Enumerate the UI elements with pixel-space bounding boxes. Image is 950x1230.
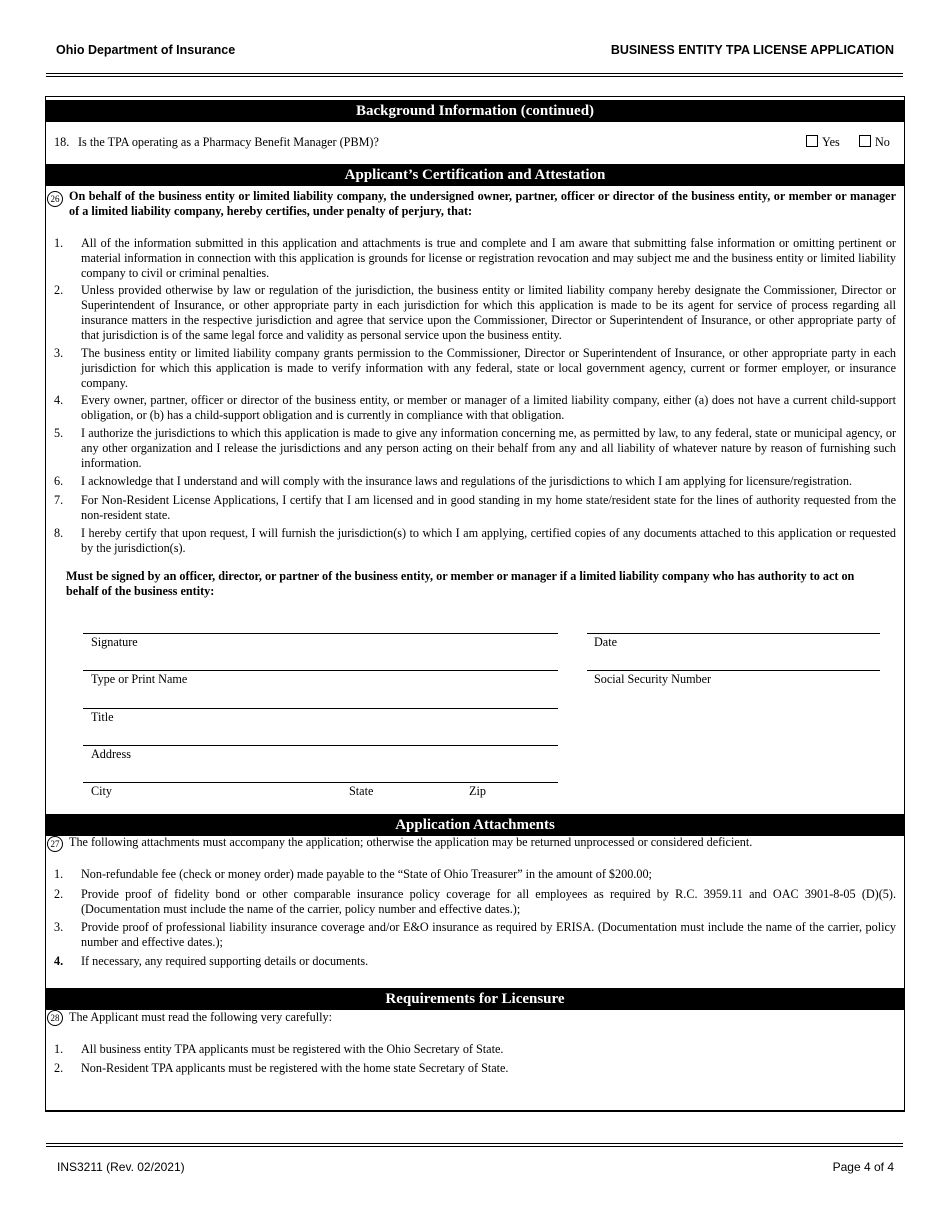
cert-item-number: 8. xyxy=(54,526,64,540)
cert-item-text: I authorize the jurisdictions to which this application is made to give any information concerning me, as permitted by law, to any federal, state or municipal agency, or any other organization and I release the jurisdictions and any person acting on their behalf from any and all liability of whatever nature by reason of furnishing such information. xyxy=(81,426,896,470)
page-number: Page 4 of 4 xyxy=(832,1160,894,1174)
background-heading: Background Information (continued) xyxy=(45,100,905,122)
certification-heading: Applicant’s Certification and Attestation xyxy=(45,164,905,186)
cert-item-text: The business entity or limited liability company grants permission to the Commissioner, Director or Superintendent of Insurance, or other appropriate party in each jurisdiction for which this application is made to verify information with any federal, state or local government agency, current or former employer, or insurance company. xyxy=(81,346,896,390)
cert-item-text: I hereby certify that upon request, I will furnish the jurisdiction(s) to which I am applying, certified copies of any documents attached to this application or requested by the jurisdiction(s). xyxy=(81,526,896,555)
cert-item-number: 7. xyxy=(54,493,64,507)
date-line[interactable] xyxy=(587,633,880,634)
attachment-item-text: If necessary, any required supporting details or documents. xyxy=(81,954,369,968)
cert-item-number: 4. xyxy=(54,393,64,407)
signature-requirement-note: Must be signed by an officer, director, or partner of the business entity, or member or manager if a limited liability company who has authority to act on behalf of the business entity: xyxy=(66,569,855,598)
section-marker-27: 27 xyxy=(47,836,63,852)
section-marker-26: 26 xyxy=(47,191,63,207)
cert-item-number: 2. xyxy=(54,283,64,297)
requirements-intro: The Applicant must read the following very carefully: xyxy=(69,1010,332,1024)
cert-item-number: 1. xyxy=(54,236,64,250)
print-name-label: Type or Print Name xyxy=(91,672,188,686)
cert-item-text: All of the information submitted in this application and attachments is true and complete and I am aware that submitting false information or omitting pertinent or material information in connection with this application is grounds for license or registration revocation and may subject me and the business entity or limited liability company to civil or criminal penalties. xyxy=(81,236,896,280)
q18-number: 18. xyxy=(54,135,70,149)
footer-rule-top xyxy=(46,1143,903,1144)
cert-item-text: I acknowledge that I understand and will comply with the insurance laws and regulations of the jurisdictions to which I am applying for licensure/registration. xyxy=(81,474,852,488)
date-label: Date xyxy=(594,635,618,649)
cert-item-number: 6. xyxy=(54,474,64,488)
address-line[interactable] xyxy=(83,745,558,746)
form-number: INS3211 (Rev. 02/2021) xyxy=(57,1160,185,1174)
title-line[interactable] xyxy=(83,708,558,709)
requirement-item-number: 2. xyxy=(54,1061,64,1075)
requirement-item-text: All business entity TPA applicants must be registered with the Ohio Secretary of State. xyxy=(81,1042,504,1056)
attachment-item-number: 3. xyxy=(54,920,64,934)
ssn-label: Social Security Number xyxy=(594,672,712,686)
attachment-item-text: Non-refundable fee (check or money order) made payable to the “State of Ohio Treasurer” in the amount of $200.00; xyxy=(81,867,652,881)
requirements-heading: Requirements for Licensure xyxy=(45,988,905,1010)
title-label: Title xyxy=(91,710,114,724)
city-state-zip-line[interactable] xyxy=(83,782,558,783)
attachments-intro: The following attachments must accompany the application; otherwise the application may be returned unprocessed or considered deficient. xyxy=(69,835,753,849)
requirement-item-number: 1. xyxy=(54,1042,64,1056)
q18-question: Is the TPA operating as a Pharmacy Benefit Manager (PBM)? xyxy=(78,135,379,149)
ssn-line[interactable] xyxy=(587,670,880,671)
q18-yes-option[interactable] xyxy=(806,135,840,150)
attachment-item-text: Provide proof of fidelity bond or other comparable insurance policy coverage for all employees as required by R.C. 3959.11 and OAC 3901-8-05 (D)(5). (Documentation must include the name of the carrier, policy number and effective dates.); xyxy=(81,887,896,916)
attachments-heading: Application Attachments xyxy=(45,814,905,836)
cert-item-text: For Non-Resident License Applications, I certify that I am licensed and in good standing in my home state/resident state for the lines of authority requested from the non-resident state. xyxy=(81,493,896,522)
cert-item-text: Every owner, partner, officer or director of the business entity, or member or manager of a limited liability company, either (a) does not have a current child-support obligation, or (b) has a child-support obligation and is currently in compliance with that obligation. xyxy=(81,393,896,422)
no-label: No xyxy=(875,135,890,149)
print-name-line[interactable] xyxy=(83,670,558,671)
city-label: City xyxy=(91,784,112,798)
header-rule-bottom xyxy=(46,76,903,77)
address-label: Address xyxy=(91,747,131,761)
state-label: State xyxy=(349,784,374,798)
cert-item-text: Unless provided otherwise by law or regulation of the jurisdiction, the business entity or limited liability company hereby designate the Commissioner, Director or Superintendent of Insurance, or other appropriate party in each jurisdiction for which this application is made to be its agent for service of process regarding all insurance matters in the respective jurisdiction and agree that service upon the Commissioner, Director or Superintendent of Insurance, or other appropriate party of that jurisdiction is of the same legal force and validity as personal service upon the business entity. xyxy=(81,283,896,342)
certification-intro: On behalf of the business entity or limited liability company, the undersigned owner, partner, officer or director of the business entity, or member or manager of a limited liability company, hereby certifies, under penalty of perjury, that: xyxy=(69,189,896,218)
yes-checkbox[interactable] xyxy=(806,135,818,147)
attachment-item-number: 2. xyxy=(54,887,64,901)
cert-item-number: 3. xyxy=(54,346,64,360)
attachment-item-number: 4. xyxy=(54,954,64,968)
header-rule-top xyxy=(46,73,903,74)
no-checkbox[interactable] xyxy=(859,135,871,147)
footer-rule-bottom xyxy=(46,1146,903,1147)
agency-name: Ohio Department of Insurance xyxy=(56,43,236,57)
requirement-item-text: Non-Resident TPA applicants must be registered with the home state Secretary of State. xyxy=(81,1061,509,1075)
cert-item-number: 5. xyxy=(54,426,64,440)
signature-line[interactable] xyxy=(83,633,558,634)
form-title: BUSINESS ENTITY TPA LICENSE APPLICATION xyxy=(610,43,894,57)
attachment-item-text: Provide proof of professional liability insurance coverage and/or E&O insurance as required by ERISA. (Documentation must include the name of the carrier, policy number and effective dates.); xyxy=(81,920,896,949)
q18-no-option[interactable] xyxy=(859,135,890,150)
signature-label: Signature xyxy=(91,635,138,649)
attachment-item-number: 1. xyxy=(54,867,64,881)
yes-label: Yes xyxy=(822,135,840,149)
zip-label: Zip xyxy=(469,784,486,798)
section-marker-28: 28 xyxy=(47,1010,63,1026)
